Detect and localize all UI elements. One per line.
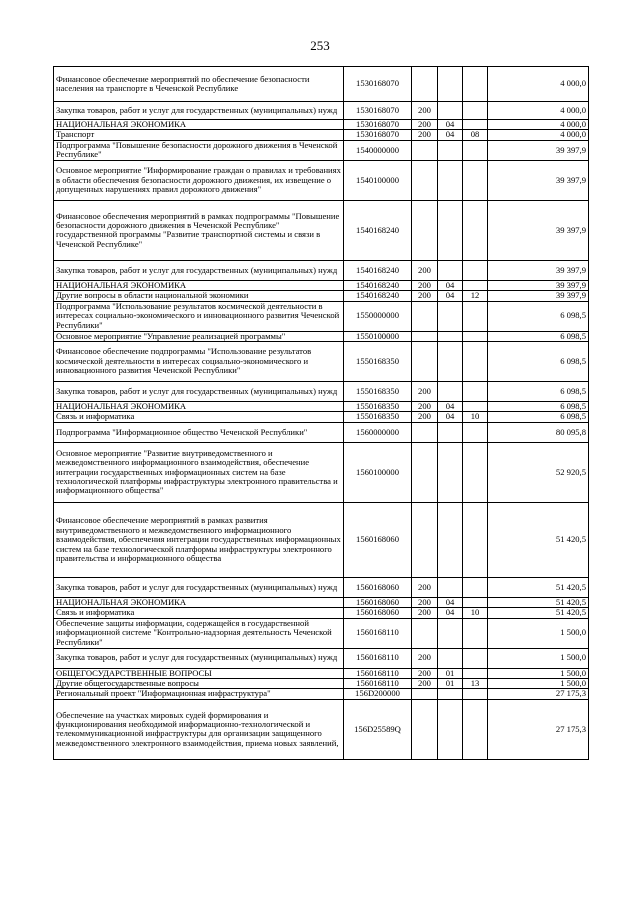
item-name-cell: Подпрограмма "Повышение безопасности дорожного движения в Чеченской Республике" [54, 140, 344, 160]
item-name-cell: Финансовое обеспечение мероприятий по обеспечение безопасности населения на транспорте в Чеченской Республике [54, 67, 344, 102]
amount-cell: 6 098,5 [488, 301, 589, 331]
expense-type-cell: 200 [412, 608, 438, 618]
table-row [54, 597, 589, 607]
item-name-cell: Финансовое обеспечение подпрограммы "Использование результатов космической деятельности в интересах социально-экономического и инновационного развития Чеченской Республики" [54, 342, 344, 382]
subsection-cell: 10 [463, 608, 488, 618]
expense-type-cell: 200 [412, 291, 438, 301]
expense-type-cell: 200 [412, 382, 438, 402]
subsection-cell [463, 502, 488, 577]
table-row [54, 502, 589, 577]
target-code-cell: 1550100000 [344, 331, 412, 341]
table-row [54, 608, 589, 618]
section-cell: 04 [438, 597, 463, 607]
expense-type-cell: 200 [412, 130, 438, 140]
table-row [54, 699, 589, 759]
section-cell [438, 67, 463, 102]
subsection-cell [463, 382, 488, 402]
item-name-cell: НАЦИОНАЛЬНАЯ ЭКОНОМИКА [54, 597, 344, 607]
expense-type-cell: 200 [412, 120, 438, 130]
table-row [54, 331, 589, 341]
expense-type-cell [412, 331, 438, 341]
section-cell [438, 102, 463, 120]
amount-cell: 6 098,5 [488, 382, 589, 402]
amount-cell: 51 420,5 [488, 502, 589, 577]
subsection-cell [463, 597, 488, 607]
expense-type-cell [412, 502, 438, 577]
item-name-cell: Финансовое обеспечения мероприятий в рамках подпрограммы "Повышение безопасности дорожного движения в Чеченской Республике" государственной программы "Развитие транспортной системы и связи в Чеченской Республике" [54, 200, 344, 260]
amount-cell: 6 098,5 [488, 331, 589, 341]
section-cell: 04 [438, 130, 463, 140]
section-cell [438, 140, 463, 160]
target-code-cell: 1560168110 [344, 618, 412, 648]
target-code-cell: 1560100000 [344, 442, 412, 502]
subsection-cell [463, 668, 488, 678]
section-cell [438, 577, 463, 597]
amount-cell: 51 420,5 [488, 597, 589, 607]
amount-cell: 6 098,5 [488, 402, 589, 412]
subsection-cell [463, 200, 488, 260]
target-code-cell: 1530168070 [344, 102, 412, 120]
target-code-cell: 1530168070 [344, 67, 412, 102]
amount-cell: 4 000,0 [488, 120, 589, 130]
amount-cell: 1 500,0 [488, 668, 589, 678]
table-row [54, 280, 589, 290]
budget-table [53, 66, 589, 760]
target-code-cell: 1540168240 [344, 200, 412, 260]
item-name-cell: Региональный проект "Информационная инфраструктура" [54, 689, 344, 699]
table-row [54, 342, 589, 382]
table-row [54, 67, 589, 102]
subsection-cell [463, 442, 488, 502]
subsection-cell [463, 67, 488, 102]
item-name-cell: Финансовое обеспечение мероприятий в рамках развития внутриведомственного и межведомственного информационного взаимодействия, обеспечения интеграции государственных информационных систем на базе технологической платформы инфраструктуры электронного правительства и информационного общества [54, 502, 344, 577]
amount-cell: 1 500,0 [488, 618, 589, 648]
section-cell [438, 699, 463, 759]
item-name-cell: НАЦИОНАЛЬНАЯ ЭКОНОМИКА [54, 280, 344, 290]
table-row [54, 577, 589, 597]
target-code-cell: 156D25589Q [344, 699, 412, 759]
amount-cell: 39 397,9 [488, 291, 589, 301]
item-name-cell: Основное мероприятие "Развитие внутриведомственного и межведомственного информационного взаимодействия, обеспечение интеграции государственных информационных систем на базе технологической платформы инфраструктуры электронного правительства и информационного общества" [54, 442, 344, 502]
expense-type-cell: 200 [412, 260, 438, 280]
table-row [54, 291, 589, 301]
amount-cell: 27 175,3 [488, 699, 589, 759]
target-code-cell: 1540168240 [344, 291, 412, 301]
section-cell [438, 442, 463, 502]
section-cell [438, 422, 463, 442]
target-code-cell: 156D200000 [344, 689, 412, 699]
expense-type-cell [412, 67, 438, 102]
subsection-cell [463, 120, 488, 130]
amount-cell: 39 397,9 [488, 200, 589, 260]
subsection-cell: 08 [463, 130, 488, 140]
item-name-cell: Закупка товаров, работ и услуг для государственных (муниципальных) нужд [54, 102, 344, 120]
expense-type-cell: 200 [412, 412, 438, 422]
expense-type-cell [412, 618, 438, 648]
table-row [54, 412, 589, 422]
expense-type-cell [412, 160, 438, 200]
table-row [54, 689, 589, 699]
expense-type-cell: 200 [412, 668, 438, 678]
section-cell: 04 [438, 291, 463, 301]
section-cell [438, 689, 463, 699]
item-name-cell: Обеспечение на участках мировых судей формирования и функционирования необходимой информационно-технологической и телекоммуникационной инфраструктуры для организации защищенного межведомственного электронного взаимодействия, приема новых заявлений, [54, 699, 344, 759]
table-row [54, 668, 589, 678]
target-code-cell: 1540168240 [344, 280, 412, 290]
item-name-cell: Подпрограмма "Информационное общество Чеченской Республики" [54, 422, 344, 442]
target-code-cell: 1550168350 [344, 382, 412, 402]
table-row [54, 200, 589, 260]
item-name-cell: Закупка товаров, работ и услуг для государственных (муниципальных) нужд [54, 382, 344, 402]
table-row [54, 422, 589, 442]
section-cell: 04 [438, 120, 463, 130]
subsection-cell [463, 260, 488, 280]
expense-type-cell [412, 342, 438, 382]
item-name-cell: ОБЩЕГОСУДАРСТВЕННЫЕ ВОПРОСЫ [54, 668, 344, 678]
section-cell [438, 331, 463, 341]
expense-type-cell [412, 422, 438, 442]
subsection-cell [463, 618, 488, 648]
expense-type-cell: 200 [412, 648, 438, 668]
section-cell: 01 [438, 679, 463, 689]
amount-cell: 51 420,5 [488, 577, 589, 597]
table-row [54, 679, 589, 689]
amount-cell: 4 000,0 [488, 67, 589, 102]
expense-type-cell [412, 200, 438, 260]
target-code-cell: 1530168070 [344, 120, 412, 130]
amount-cell: 39 397,9 [488, 260, 589, 280]
amount-cell: 51 420,5 [488, 608, 589, 618]
amount-cell: 1 500,0 [488, 679, 589, 689]
item-name-cell: Основное мероприятие "Информирование граждан о правилах и требованиях в области обеспечения безопасности дорожного движения, их извещение о допущенных нарушениях правил дорожного движения" [54, 160, 344, 200]
section-cell [438, 160, 463, 200]
subsection-cell [463, 280, 488, 290]
target-code-cell: 1560000000 [344, 422, 412, 442]
subsection-cell [463, 160, 488, 200]
section-cell [438, 342, 463, 382]
subsection-cell [463, 648, 488, 668]
subsection-cell [463, 699, 488, 759]
target-code-cell: 1550000000 [344, 301, 412, 331]
amount-cell: 4 000,0 [488, 130, 589, 140]
item-name-cell: Связь и информатика [54, 608, 344, 618]
item-name-cell: Обеспечение защиты информации, содержащейся в государственной информационной системе "Контрольно-надзорная деятельность Чеченской Республики" [54, 618, 344, 648]
item-name-cell: Основное мероприятие "Управление реализацией программы" [54, 331, 344, 341]
page-number: 253 [310, 38, 330, 53]
target-code-cell: 1560168110 [344, 679, 412, 689]
subsection-cell [463, 102, 488, 120]
amount-cell: 39 397,9 [488, 140, 589, 160]
expense-type-cell [412, 301, 438, 331]
subsection-cell [463, 331, 488, 341]
section-cell [438, 618, 463, 648]
subsection-cell [463, 422, 488, 442]
section-cell [438, 648, 463, 668]
subsection-cell [463, 140, 488, 160]
amount-cell: 39 397,9 [488, 160, 589, 200]
table-row [54, 102, 589, 120]
section-cell: 04 [438, 280, 463, 290]
table-row [54, 130, 589, 140]
amount-cell: 1 500,0 [488, 648, 589, 668]
item-name-cell: Связь и информатика [54, 412, 344, 422]
section-cell [438, 502, 463, 577]
subsection-cell: 12 [463, 291, 488, 301]
table-row [54, 160, 589, 200]
table-row [54, 140, 589, 160]
section-cell [438, 200, 463, 260]
amount-cell: 80 095,8 [488, 422, 589, 442]
target-code-cell: 1560168060 [344, 608, 412, 618]
section-cell [438, 301, 463, 331]
expense-type-cell [412, 699, 438, 759]
expense-type-cell: 200 [412, 597, 438, 607]
section-cell: 04 [438, 402, 463, 412]
target-code-cell: 1560168060 [344, 597, 412, 607]
item-name-cell: Закупка товаров, работ и услуг для государственных (муниципальных) нужд [54, 260, 344, 280]
subsection-cell: 13 [463, 679, 488, 689]
item-name-cell: Закупка товаров, работ и услуг для государственных (муниципальных) нужд [54, 577, 344, 597]
table-row [54, 648, 589, 668]
subsection-cell [463, 402, 488, 412]
subsection-cell: 10 [463, 412, 488, 422]
target-code-cell: 1560168110 [344, 668, 412, 678]
expense-type-cell [412, 442, 438, 502]
subsection-cell [463, 301, 488, 331]
item-name-cell: НАЦИОНАЛЬНАЯ ЭКОНОМИКА [54, 120, 344, 130]
section-cell [438, 382, 463, 402]
item-name-cell: Подпрограмма "Использование результатов космической деятельности в интересах социально-экономического и инновационного развития Чеченской Республики" [54, 301, 344, 331]
target-code-cell: 1560168060 [344, 577, 412, 597]
target-code-cell: 1560168060 [344, 502, 412, 577]
amount-cell: 52 920,5 [488, 442, 589, 502]
expense-type-cell: 200 [412, 577, 438, 597]
table-row [54, 618, 589, 648]
item-name-cell: НАЦИОНАЛЬНАЯ ЭКОНОМИКА [54, 402, 344, 412]
subsection-cell [463, 577, 488, 597]
section-cell: 01 [438, 668, 463, 678]
section-cell: 04 [438, 412, 463, 422]
target-code-cell: 1540100000 [344, 160, 412, 200]
subsection-cell [463, 689, 488, 699]
target-code-cell: 1550168350 [344, 402, 412, 412]
amount-cell: 6 098,5 [488, 342, 589, 382]
section-cell: 04 [438, 608, 463, 618]
item-name-cell: Закупка товаров, работ и услуг для государственных (муниципальных) нужд [54, 648, 344, 668]
table-row [54, 301, 589, 331]
item-name-cell: Другие общегосударственные вопросы [54, 679, 344, 689]
target-code-cell: 1560168110 [344, 648, 412, 668]
table-row [54, 382, 589, 402]
target-code-cell: 1550168350 [344, 342, 412, 382]
table-row [54, 442, 589, 502]
expense-type-cell [412, 689, 438, 699]
table-row [54, 120, 589, 130]
amount-cell: 27 175,3 [488, 689, 589, 699]
table-row [54, 260, 589, 280]
expense-type-cell: 200 [412, 402, 438, 412]
target-code-cell: 1540000000 [344, 140, 412, 160]
target-code-cell: 1540168240 [344, 260, 412, 280]
expense-type-cell: 200 [412, 102, 438, 120]
item-name-cell: Другие вопросы в области национальной экономики [54, 291, 344, 301]
table-row [54, 402, 589, 412]
item-name-cell: Транспорт [54, 130, 344, 140]
target-code-cell: 1550168350 [344, 412, 412, 422]
expense-type-cell: 200 [412, 280, 438, 290]
subsection-cell [463, 342, 488, 382]
target-code-cell: 1530168070 [344, 130, 412, 140]
amount-cell: 4 000,0 [488, 102, 589, 120]
expense-type-cell: 200 [412, 679, 438, 689]
amount-cell: 6 098,5 [488, 412, 589, 422]
amount-cell: 39 397,9 [488, 280, 589, 290]
expense-type-cell [412, 140, 438, 160]
section-cell [438, 260, 463, 280]
